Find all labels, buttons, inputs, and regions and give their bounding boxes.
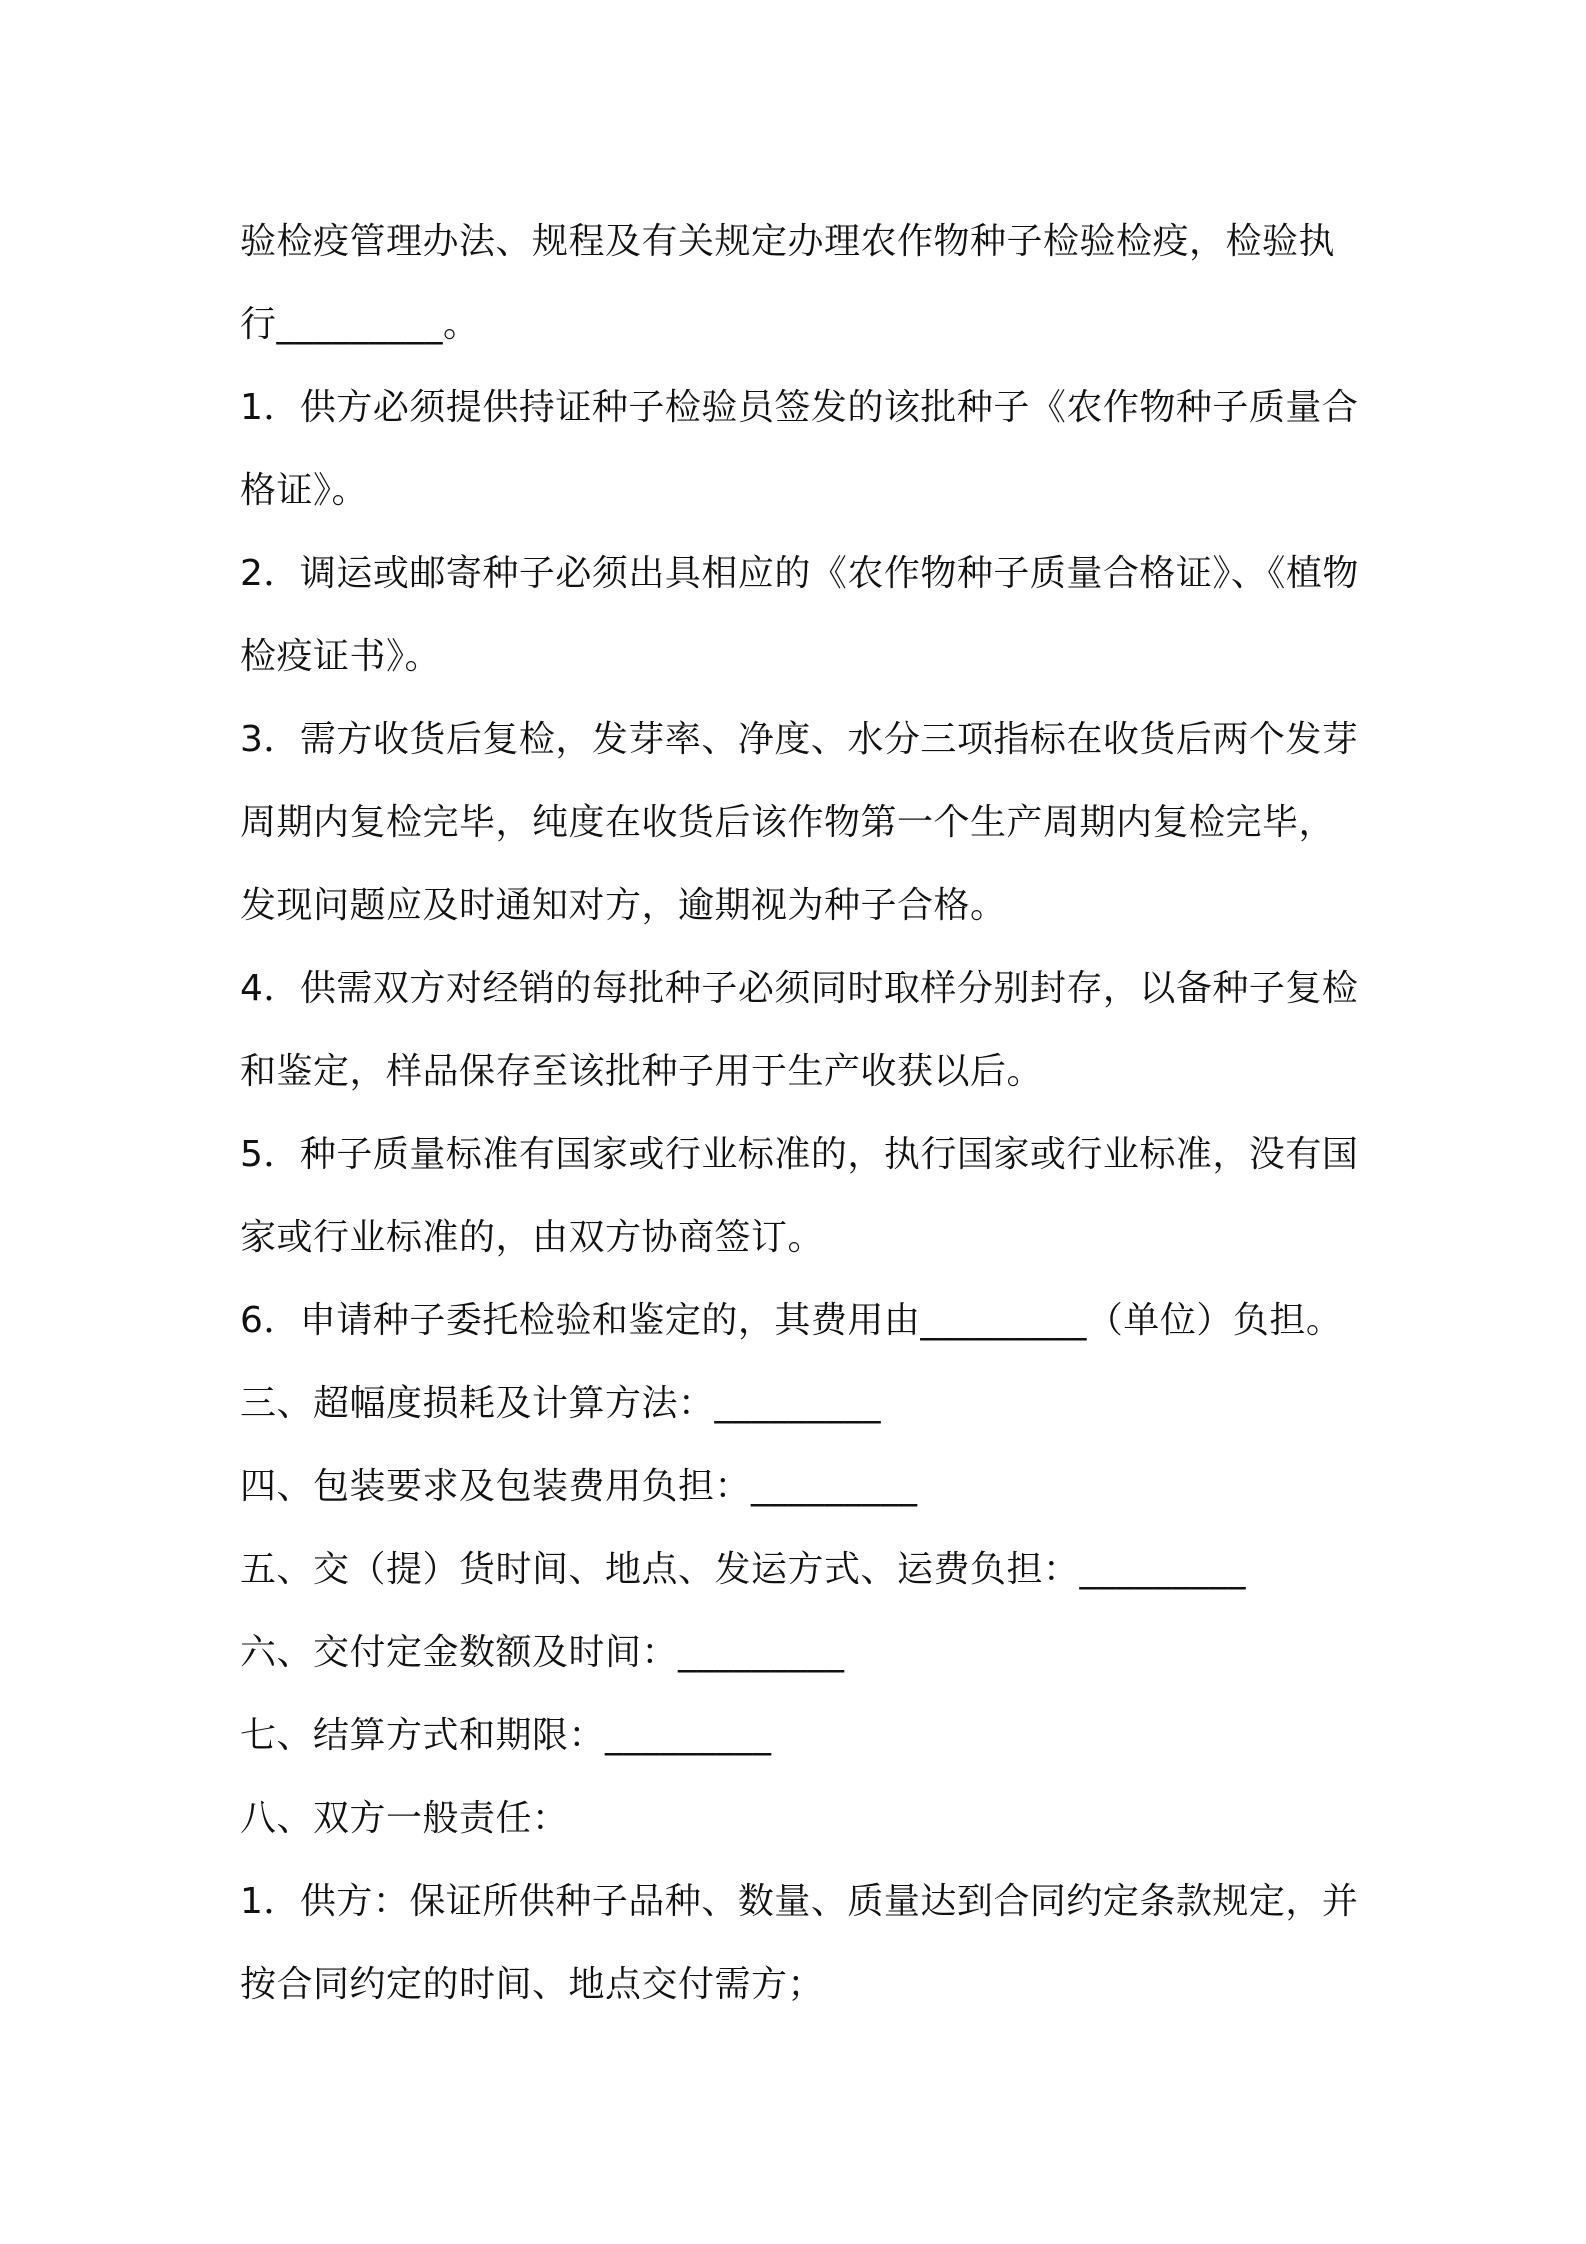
paragraph-inspection-rules: 验检疫管理办法、规程及有关规定办理农作物种子检验检疫，检验执行_________。 [240,221,1336,345]
paragraph-item-4-sampling: 4．供需双方对经销的每批种子必须同时取样分别封存，以备种子复检和鉴定，样品保存至该批种子用于生产收获以后。 [240,968,1359,1092]
document-body [240,200,1370,2026]
section-4-packaging: 四、包装要求及包装费用负担：_________ [240,1466,918,1507]
paragraph-item-6-fees: 6．申请种子委托检验和鉴定的，其费用由_________（单位）负担。 [240,1300,1343,1341]
section-5-delivery: 五、交（提）货时间、地点、发运方式、运费负担：_________ [240,1549,1247,1590]
paragraph-supplier-duty: 1．供方：保证所供种子品种、数量、质量达到合同约定条款规定，并按合同约定的时间、地点交付需方； [240,1881,1359,2005]
section-7-settlement: 七、结算方式和期限：_________ [240,1715,772,1756]
paragraph-item-3-recheck: 3．需方收货后复检，发芽率、净度、水分三项指标在收货后两个发芽周期内复检完毕，纯度在收货后该作物第一个生产周期内复检完毕，发现问题应及时通知对方，逾期视为种子合格。 [240,719,1359,926]
paragraph-item-5-standards: 5．种子质量标准有国家或行业标准的，执行国家或行业标准，没有国家或行业标准的，由双方协商签订。 [240,1134,1359,1258]
section-8-responsibilities: 八、双方一般责任： [240,1798,569,1839]
paragraph-item-2-shipping: 2．调运或邮寄种子必须出具相应的《农作物种子质量合格证》、《植物检疫证书》。 [240,553,1359,677]
section-3-loss: 三、超幅度损耗及计算方法：_________ [240,1383,882,1424]
section-6-deposit: 六、交付定金数额及时间：_________ [240,1632,845,1673]
paragraph-item-1-certificate: 1．供方必须提供持证种子检验员签发的该批种子《农作物种子质量合格证》。 [240,387,1359,511]
